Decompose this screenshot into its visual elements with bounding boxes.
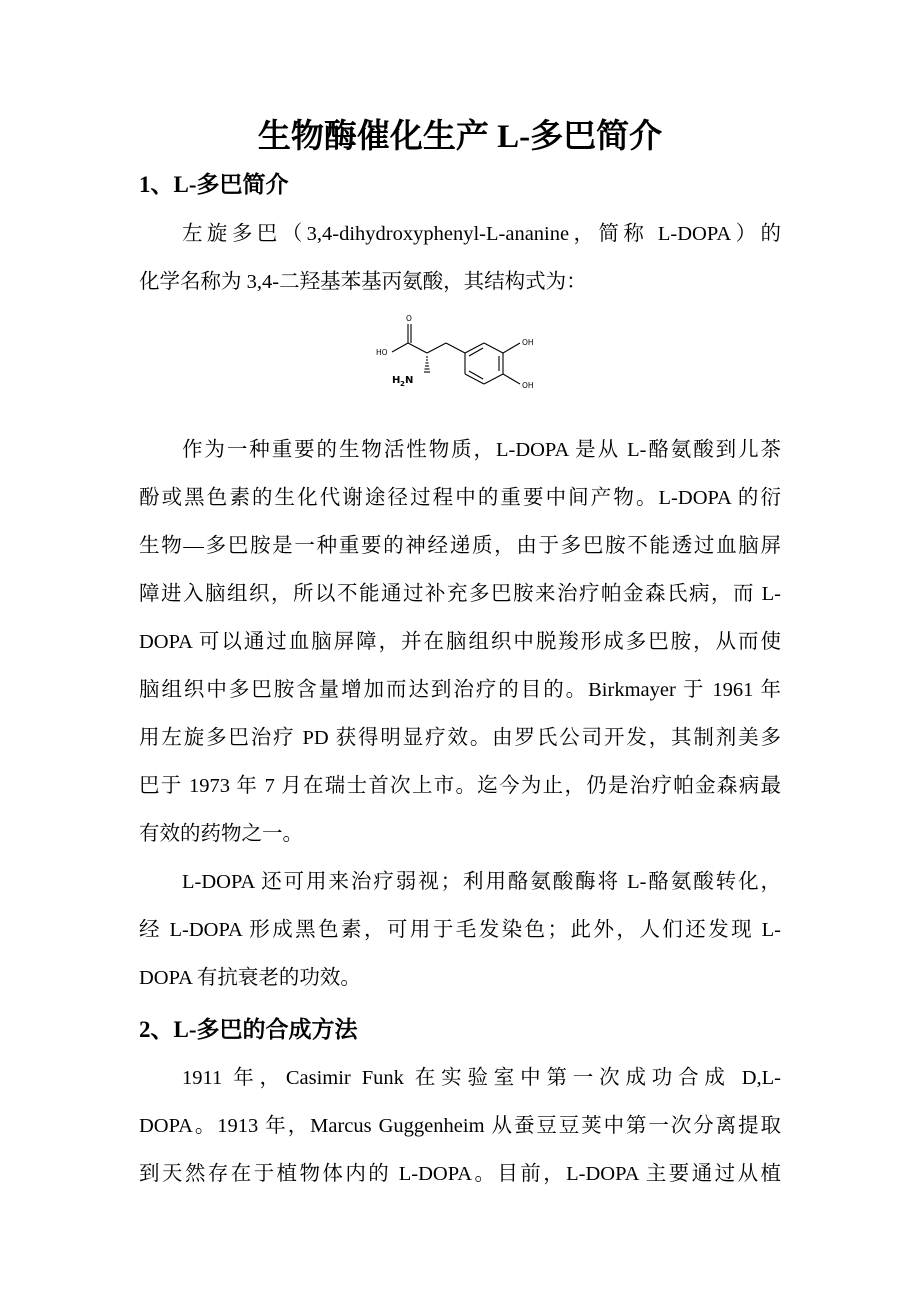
- paragraph-line: 1911 年，Casimir Funk 在实验室中第一次成功合成 D,L-: [182, 1067, 781, 1089]
- hydroxyl-top-label: OH: [522, 338, 534, 347]
- paragraph-line: 障进入脑组织，所以不能通过补充多巴胺来治疗帕金森氏病，而 L-: [139, 583, 781, 605]
- paragraph-line: 用左旋多巴治疗 PD 获得明显疗效。由罗氏公司开发，其制剂美多: [139, 727, 781, 749]
- paragraph-line: 左旋多巴（3,4-dihydroxyphenyl-L-ananine，简称 L-DOPA）的: [182, 223, 781, 245]
- paragraph-line: 作为一种重要的生物活性物质，L-DOPA 是从 L-酪氨酸到儿茶: [182, 439, 781, 461]
- paragraph-line: 生物—多巴胺是一种重要的神经递质，由于多巴胺不能透过血脑屏: [139, 535, 781, 557]
- paragraph-line: DOPA 可以通过血脑屏障，并在脑组织中脱羧形成多巴胺，从而使: [139, 631, 781, 653]
- section-heading-1: 1、L-多巴简介: [139, 172, 289, 197]
- paragraph-line: 有效的药物之一。: [139, 823, 303, 845]
- section-heading-2: 2、L-多巴的合成方法: [139, 1017, 358, 1042]
- paragraph-line: 到天然存在于植物体内的 L-DOPA。目前，L-DOPA 主要通过从植: [139, 1163, 781, 1185]
- paragraph-line: 脑组织中多巴胺含量增加而达到治疗的目的。Birkmayer 于 1961 年: [139, 679, 781, 701]
- paragraph-line: 经 L-DOPA 形成黑色素，可用于毛发染色；此外，人们还发现 L-: [139, 919, 781, 941]
- l-dopa-structure-diagram: [370, 310, 550, 402]
- page-title: 生物酶催化生产 L-多巴简介: [257, 119, 663, 155]
- amine-h-label: H: [392, 375, 401, 386]
- paragraph-line: 酚或黑色素的生化代谢途径过程中的重要中间产物。L-DOPA 的衍: [139, 487, 781, 509]
- amine-n-label: N: [405, 375, 414, 386]
- hydroxyl-label: HO: [376, 348, 388, 357]
- hydroxyl-bottom-label: OH: [522, 381, 534, 390]
- paragraph-line: DOPA。1913 年，Marcus Guggenheim 从蚕豆豆荚中第一次分离提取: [139, 1115, 781, 1137]
- paragraph-line: DOPA 有抗衰老的功效。: [139, 967, 361, 989]
- carbonyl-oxygen-label: O: [406, 314, 412, 323]
- paragraph-line: L-DOPA 还可用来治疗弱视；利用酪氨酸酶将 L-酪氨酸转化，: [182, 871, 781, 893]
- paragraph-line: 巴于 1973 年 7 月在瑞士首次上市。迄今为止，仍是治疗帕金森病最: [139, 775, 781, 797]
- paragraph-line: 化学名称为 3,4-二羟基苯基丙氨酸，其结构式为：: [139, 271, 587, 293]
- amine-subscript-label: 2: [400, 380, 405, 388]
